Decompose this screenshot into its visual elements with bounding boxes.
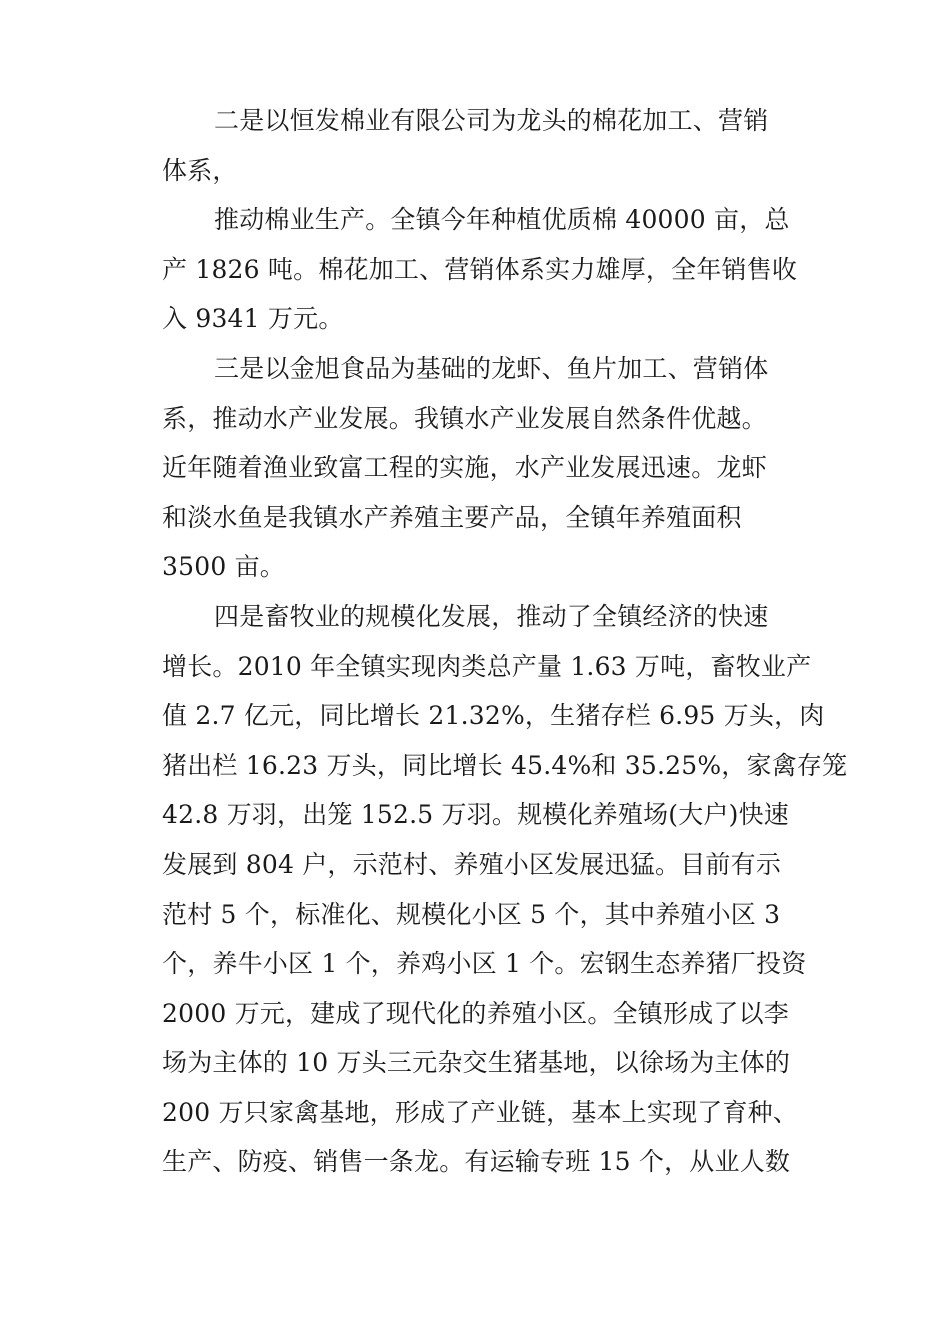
text-line: 猪出栏 16.23 万头，同比增长 45.4%和 35.25%，家禽存笼 bbox=[162, 750, 848, 780]
text-line: 入 9341 万元。 bbox=[162, 304, 344, 334]
text-line: 三是以金旭食品为基础的龙虾、鱼片加工、营销体 bbox=[214, 353, 769, 383]
text-line: 生产、防疫、销售一条龙。有运输专班 15 个，从业人数 bbox=[162, 1147, 791, 1177]
text-line: 2000 万元，建成了现代化的养殖小区。全镇形成了以李 bbox=[162, 998, 789, 1028]
text-line: 和淡水鱼是我镇水产养殖主要产品，全镇年养殖面积 bbox=[162, 502, 742, 532]
text-line: 产 1826 吨。棉花加工、营销体系实力雄厚，全年销售收 bbox=[162, 254, 798, 284]
text-line: 发展到 804 户，示范村、养殖小区发展迅猛。目前有示 bbox=[162, 849, 782, 879]
text-line: 近年随着渔业致富工程的实施，水产业发展迅速。龙虾 bbox=[162, 453, 767, 483]
paragraph-cotton-system bbox=[162, 96, 792, 195]
text-line: 系，推动水产业发展。我镇水产业发展自然条件优越。 bbox=[162, 403, 767, 433]
text-line: 范村 5 个，标准化、规模化小区 5 个，其中养殖小区 3 bbox=[162, 899, 781, 929]
text-line: 推动棉业生产。全镇今年种植优质棉 40000 亩，总 bbox=[214, 205, 790, 235]
text-line: 42.8 万羽，出笼 152.5 万羽。规模化养殖场(大户)快速 bbox=[162, 800, 789, 830]
text-line: 3500 亩。 bbox=[162, 552, 285, 582]
text-line: 200 万只家禽基地，形成了产业链，基本上实现了育种、 bbox=[162, 1097, 799, 1127]
text-line: 场为主体的 10 万头三元杂交生猪基地，以徐场为主体的 bbox=[162, 1048, 791, 1078]
text-line: 值 2.7 亿元，同比增长 21.32%，生猪存栏 6.95 万头，肉 bbox=[162, 701, 825, 731]
paragraph-livestock bbox=[162, 592, 848, 1187]
text-line: 个，养牛小区 1 个，养鸡小区 1 个。宏钢生态养猪厂投资 bbox=[162, 949, 807, 979]
text-line: 增长。2010 年全镇实现肉类总产量 1.63 万吨，畜牧业产 bbox=[162, 651, 812, 681]
paragraph-cotton-production bbox=[162, 195, 798, 344]
text-line: 二是以恒发棉业有限公司为龙头的棉花加工、营销 bbox=[214, 106, 769, 135]
text-line: 四是畜牧业的规模化发展，推动了全镇经济的快速 bbox=[214, 601, 769, 631]
document-body bbox=[162, 96, 848, 1187]
text-line: 体系， bbox=[162, 155, 238, 185]
paragraph-aquaculture bbox=[162, 344, 792, 592]
